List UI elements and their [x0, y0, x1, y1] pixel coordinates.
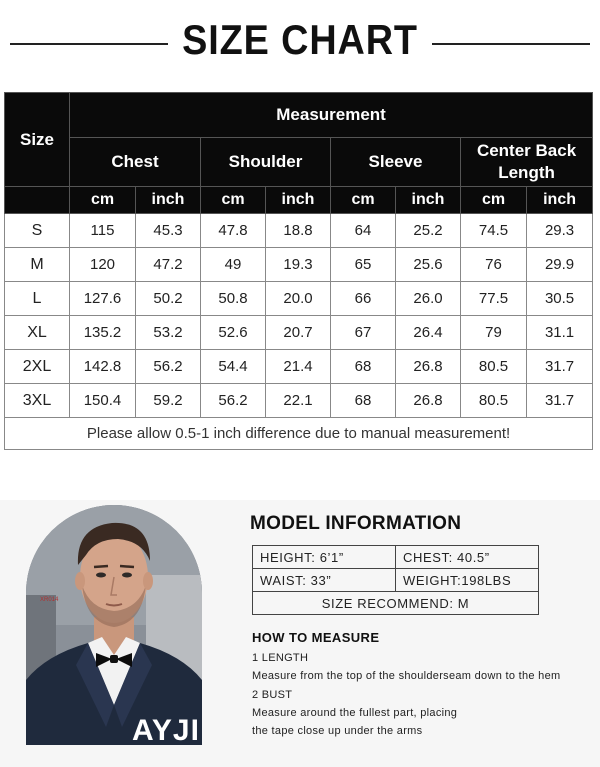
table-cell: 19.3	[266, 248, 331, 282]
unit-header: cm	[331, 187, 396, 214]
unit-header: inch	[527, 187, 593, 214]
table-cell: 31.7	[527, 350, 593, 384]
unit-spacer	[5, 187, 70, 214]
table-row	[5, 248, 593, 282]
table-cell: 20.0	[266, 282, 331, 316]
unit-header: cm	[461, 187, 527, 214]
page-title: SIZE CHART	[182, 16, 418, 63]
table-cell: 150.4	[70, 384, 136, 418]
table-cell: 30.5	[527, 282, 593, 316]
table-cell: 120	[70, 248, 136, 282]
measure-step-heading: 1 LENGTH	[252, 652, 309, 664]
table-cell: 52.6	[201, 316, 266, 350]
model-height: HEIGHT: 6’1”	[253, 546, 396, 569]
group-header-chest: Chest	[70, 138, 201, 187]
table-row	[5, 384, 593, 418]
table-cell: 25.6	[396, 248, 461, 282]
unit-header: inch	[266, 187, 331, 214]
title-band	[0, 0, 600, 86]
table-cell: 29.3	[527, 214, 593, 248]
unit-header: cm	[201, 187, 266, 214]
table-cell: 67	[331, 316, 396, 350]
unit-header: cm	[70, 187, 136, 214]
model-photo	[26, 505, 202, 745]
table-cell: 64	[331, 214, 396, 248]
unit-header: inch	[396, 187, 461, 214]
table-cell: 115	[70, 214, 136, 248]
table-row	[5, 214, 593, 248]
table-row	[5, 316, 593, 350]
how-to-measure-title: HOW TO MEASURE	[252, 630, 380, 645]
measure-step-text: Measure from the top of the shoulderseam down to the hem	[252, 670, 561, 682]
table-cell: 49	[201, 248, 266, 282]
table-cell: 50.2	[136, 282, 201, 316]
measure-step-text: Measure around the fullest part, placing	[252, 707, 458, 719]
measurement-header: Measurement	[70, 93, 593, 138]
group-header-sleeve: Sleeve	[331, 138, 461, 187]
table-cell: 54.4	[201, 350, 266, 384]
table-cell: 74.5	[461, 214, 527, 248]
table-cell: 59.2	[136, 384, 201, 418]
table-cell: 47.2	[136, 248, 201, 282]
table-cell: 68	[331, 350, 396, 384]
size-chart-table	[4, 92, 593, 450]
table-cell: 26.8	[396, 350, 461, 384]
model-waist: WAIST: 33”	[253, 569, 396, 592]
table-row	[5, 350, 593, 384]
table-cell: 18.8	[266, 214, 331, 248]
table-cell: 45.3	[136, 214, 201, 248]
table-cell: 56.2	[201, 384, 266, 418]
model-chest: CHEST: 40.5”	[396, 546, 539, 569]
table-cell: 142.8	[70, 350, 136, 384]
photo-tag: XR014	[40, 597, 59, 603]
table-cell: 65	[331, 248, 396, 282]
size-label: L	[5, 282, 70, 316]
table-cell: 26.0	[396, 282, 461, 316]
table-cell: 80.5	[461, 384, 527, 418]
size-label: M	[5, 248, 70, 282]
size-recommend: SIZE RECOMMEND: M	[253, 592, 539, 615]
size-label: S	[5, 214, 70, 248]
model-info-title: MODEL INFORMATION	[250, 513, 462, 534]
title-rule-right	[432, 43, 590, 45]
table-cell: 20.7	[266, 316, 331, 350]
measure-step-text: the tape close up under the arms	[252, 725, 423, 737]
table-cell: 79	[461, 316, 527, 350]
table-row	[5, 282, 593, 316]
brand-logo: AYJI	[132, 714, 200, 745]
measurement-note: Please allow 0.5-1 inch difference due to manual measurement!	[5, 418, 593, 450]
size-label: 2XL	[5, 350, 70, 384]
table-cell: 68	[331, 384, 396, 418]
model-illustration	[26, 505, 202, 745]
table-cell: 53.2	[136, 316, 201, 350]
table-cell: 56.2	[136, 350, 201, 384]
table-cell: 31.1	[527, 316, 593, 350]
table-cell: 127.6	[70, 282, 136, 316]
table-cell: 66	[331, 282, 396, 316]
table-cell: 77.5	[461, 282, 527, 316]
table-cell: 31.7	[527, 384, 593, 418]
table-cell: 26.4	[396, 316, 461, 350]
table-cell: 76	[461, 248, 527, 282]
size-label: 3XL	[5, 384, 70, 418]
model-weight: WEIGHT:198LBS	[396, 569, 539, 592]
size-label: XL	[5, 316, 70, 350]
model-info-table	[252, 545, 539, 615]
group-header-back-length: Center Back Length	[461, 138, 593, 187]
size-header: Size	[5, 93, 70, 187]
table-cell: 26.8	[396, 384, 461, 418]
measure-step-heading: 2 BUST	[252, 689, 293, 701]
unit-header: inch	[136, 187, 201, 214]
table-cell: 22.1	[266, 384, 331, 418]
table-cell: 50.8	[201, 282, 266, 316]
table-cell: 21.4	[266, 350, 331, 384]
table-cell: 29.9	[527, 248, 593, 282]
table-cell: 47.8	[201, 214, 266, 248]
table-cell: 135.2	[70, 316, 136, 350]
table-cell: 25.2	[396, 214, 461, 248]
table-cell: 80.5	[461, 350, 527, 384]
group-header-shoulder: Shoulder	[201, 138, 331, 187]
